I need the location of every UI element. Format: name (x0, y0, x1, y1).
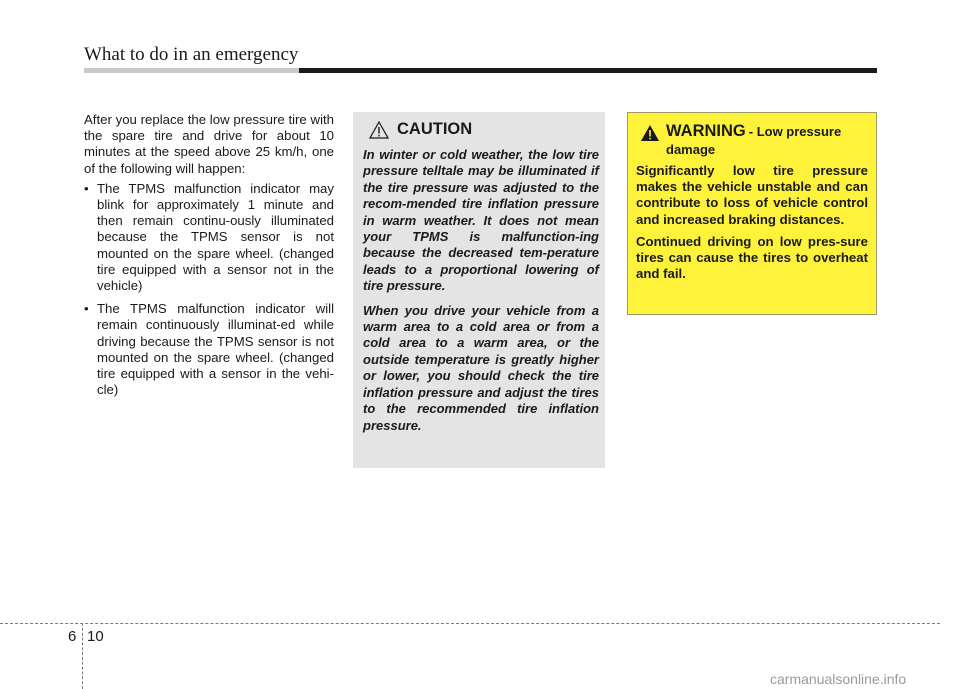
caution-paragraph: In winter or cold weather, the low tire pressure telltale may be illuminated if the tire pressure was adjusted to the recom-mended tire inflation pressure in warm weather. It does not mean your TPMS is malfunction-ing because the decreased tem-perature leads to a proportional lowering of tire pressure. (363, 147, 599, 294)
bullet-list (84, 181, 334, 399)
warning-subtitle-continued: damage (666, 142, 716, 157)
caution-paragraph: When you drive your vehicle from a warm area to a cold area or from a cold area to a warm area, or the outside temperature is greatly higher or lower, you should check the tire inflation pressure and adjust the tires to the recommended tire inflation pressure. (363, 302, 599, 433)
warning-subtitle: - Low pressure (748, 124, 842, 139)
warning-paragraph: Significantly low tire pressure makes the vehicle unstable and can contribute to loss of vehicle control and increased braking distances. (636, 163, 868, 227)
caution-triangle-icon (369, 121, 389, 139)
caution-heading (369, 120, 599, 139)
body-text-column (84, 112, 334, 405)
page-number: 10 (87, 628, 104, 645)
footer-vertical-divider (82, 623, 83, 689)
watermark: carmanualsonline.info (770, 671, 907, 687)
footer-divider (0, 623, 940, 624)
warning-paragraph: Continued driving on low pres-sure tires can cause the tires to overheat and fail. (636, 233, 868, 282)
caution-box (353, 112, 605, 468)
intro-paragraph: After you replace the low pressure tire with the spare tire and drive for about 10 minutes at the speed above 25 km/h, one of the following will happen: (84, 112, 334, 176)
warning-title: WARNING (666, 122, 746, 140)
section-number: 6 (68, 628, 77, 645)
list-item: • The TPMS malfunction indicator will remain continuously illuminat-ed while driving because the TPMS sensor is not mounted on the spare wheel. (changed tire equipped with a sensor in the vehi-cle) (84, 301, 334, 398)
page-header-title: What to do in an emergency (84, 44, 299, 65)
caution-title: CAUTION (397, 120, 473, 138)
warning-heading (636, 122, 868, 142)
header-rule (84, 68, 877, 73)
warning-triangle-icon (640, 124, 660, 142)
list-item: • The TPMS malfunction indicator may blink for approximately 1 minute and then remain continu-ously illuminated because the TPMS sensor is not mounted on the spare wheel. (changed tire equipped with a sensor not in the vehicle) (84, 181, 334, 294)
warning-box (627, 112, 877, 315)
